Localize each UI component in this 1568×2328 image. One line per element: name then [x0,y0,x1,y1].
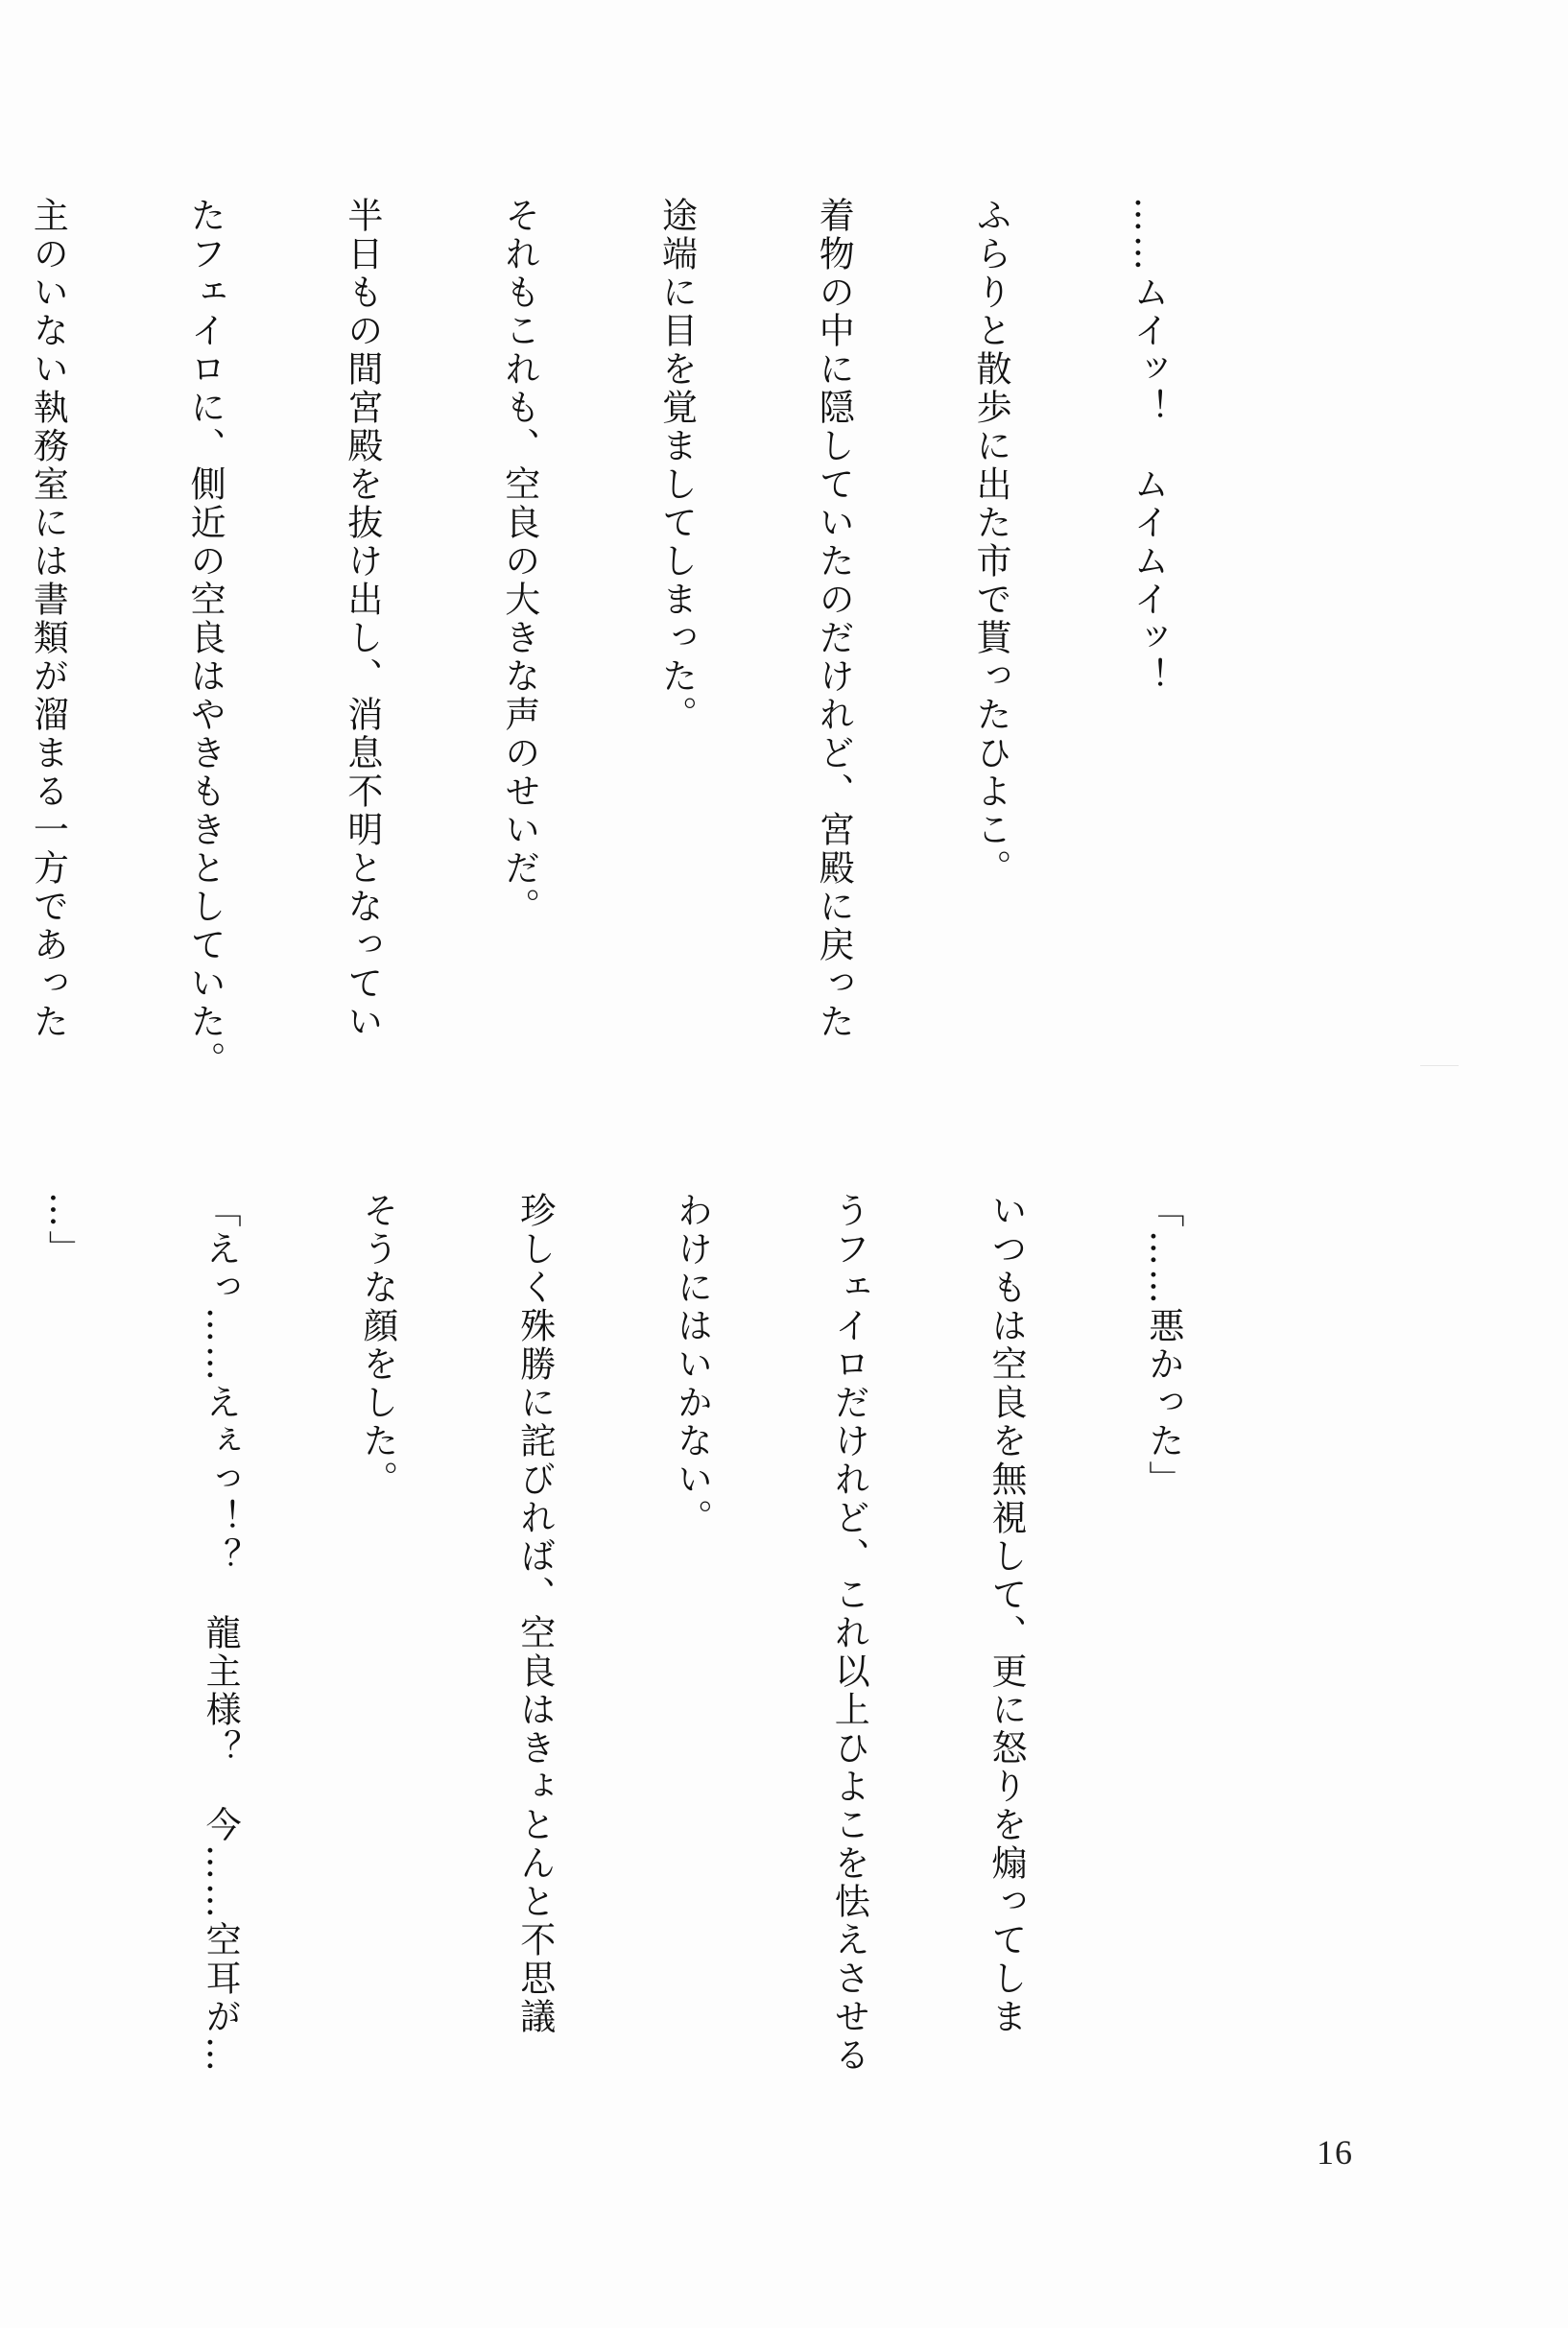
text-line: うフェイロだけれど、これ以上ひよこを怯えさせる [828,1192,870,2075]
page-number: 16 [1317,2133,1353,2172]
text-line: それもこれも、空良の大きな声のせいだ。 [498,197,540,926]
text-line: …」 [42,1192,84,1269]
text-line: 半日もの間宮殿を抜け出し、消息不明となってい [341,197,383,1041]
text-line: そうな顔をした。 [356,1192,398,1499]
upper-text-block [27,197,1278,1080]
text-line: 着物の中に隠していたのだけれど、宮殿に戻った [813,197,855,1041]
section-divider [1420,1065,1459,1066]
text-line: いつもは空良を無視して、更に怒りを煽ってしま [986,1192,1028,2036]
text-line: 「……悪かった」 [1142,1192,1184,1499]
lower-text-block [42,1192,1294,2094]
text-line: 途端に目を覚ましてしまった。 [655,197,698,734]
text-line: 珍しく殊勝に詫びれば、空良はきょとんと不思議 [513,1192,556,2036]
text-line: ふらりと散歩に出た市で貰ったひよこ。 [970,197,1012,888]
text-line: わけにはいかない。 [671,1192,713,1537]
text-line: 「えっ……えぇっ！？ 龍主様？ 今……空耳が… [200,1192,242,2075]
text-line: たフェイロに、側近の空良はやきもきとしていた。 [184,197,226,1080]
text-line: ……ムイッ！ ムイムイッ！ [1127,197,1169,696]
text-line: 主のいない執務室には書類が溜まる一方であった [27,197,69,1041]
